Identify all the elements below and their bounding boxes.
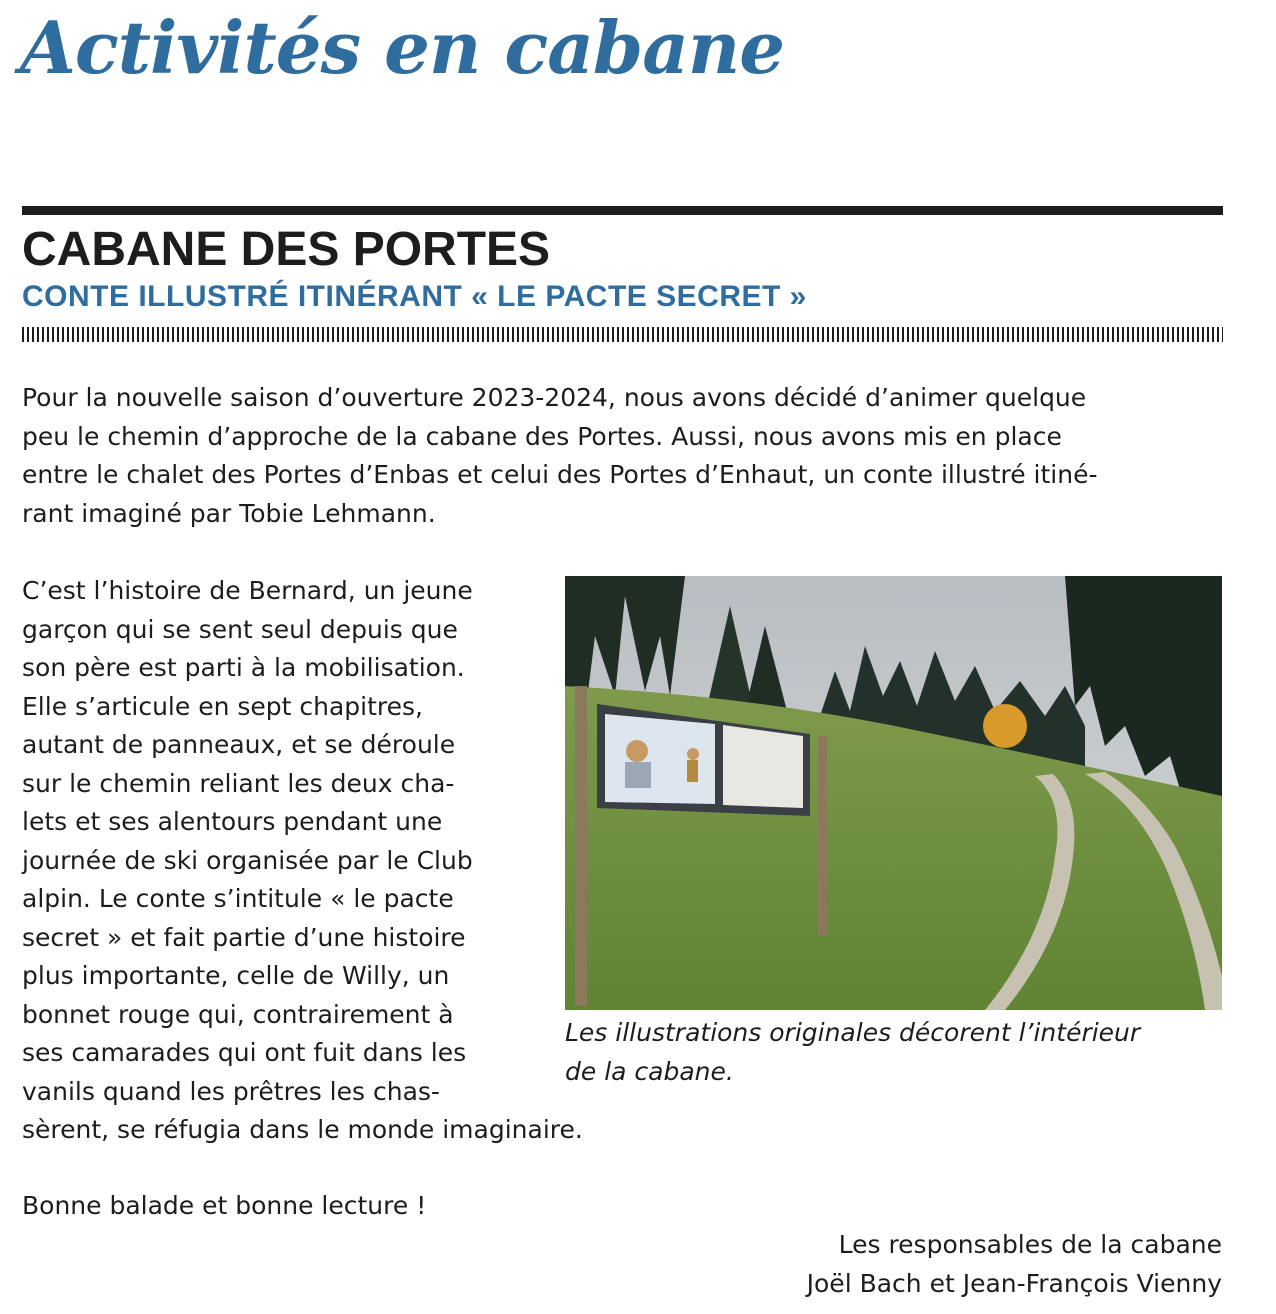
dotted-rule: [22, 327, 1223, 342]
autumn-tree: [983, 704, 1027, 748]
story-line: secret » et fait partie d’une histoire: [22, 922, 466, 952]
sign-illustration: [605, 714, 715, 804]
story-line: journée de ski organisée par le Club: [22, 845, 473, 875]
sign-figure: [687, 748, 699, 760]
heading-rule: [22, 206, 1223, 215]
intro-paragraph: [22, 379, 1222, 533]
sign-post: [818, 736, 827, 936]
story-line: plus importante, celle de Willy, un: [22, 961, 450, 990]
story-line: sur le chemin reliant les deux cha-: [22, 768, 455, 798]
intro-line: peu le chemin d’approche de la cabane des Portes. Aussi, nous avons mis en place: [22, 421, 1062, 451]
section-title: Activités en cabane: [20, 5, 785, 90]
story-line: bonnet rouge qui, contrairement à: [22, 999, 454, 1029]
signature-line: Les responsables de la cabane: [838, 1230, 1222, 1259]
sign-figure: [625, 762, 651, 788]
article-subheading: CONTE ILLUSTRÉ ITINÉRANT « LE PACTE SECRET »: [22, 280, 807, 313]
story-line: ses camarades qui ont fuit dans les: [22, 1038, 467, 1067]
photo-caption: [565, 1014, 1222, 1091]
story-line: son père est parti à la mobilisation.: [22, 653, 465, 682]
story-line: alpin. Le conte s’intitule « le pacte: [22, 884, 454, 913]
sign-figure: [687, 760, 698, 782]
story-line: Elle s’articule en sept chapitres,: [22, 691, 424, 721]
sign-text-panel: [723, 725, 803, 808]
story-line: autant de panneaux, et se déroule: [22, 730, 456, 759]
caption-line: Les illustrations originales décorent l’intérieur: [565, 1018, 1141, 1047]
trail-photo: [565, 576, 1222, 1010]
signature-names: Joël Bach et Jean-François Vienny: [806, 1268, 1222, 1298]
intro-line: Pour la nouvelle saison d’ouverture 2023-2024, nous avons décidé d’animer quelque: [22, 383, 1087, 412]
story-line: garçon qui se sent seul depuis que: [22, 614, 458, 644]
story-line: sèrent, se réfugia dans le monde imaginaire.: [22, 1115, 583, 1144]
caption-line: de la cabane.: [565, 1056, 734, 1086]
story-line: lets et ses alentours pendant une: [22, 807, 443, 836]
sign-figure: [626, 740, 648, 762]
intro-line: entre le chalet des Portes d’Enbas et celui des Portes d’Enhaut, un conte illustré itiné-: [22, 460, 1098, 489]
closing-paragraph: Bonne balade et bonne lecture !: [22, 1191, 427, 1220]
story-line: vanils quand les prêtres les chas-: [22, 1076, 440, 1106]
story-line: C’est l’histoire de Bernard, un jeune: [22, 576, 473, 605]
sign-post: [575, 686, 587, 1006]
intro-line: rant imaginé par Tobie Lehmann.: [22, 498, 436, 528]
story-paragraph: [22, 572, 582, 1150]
article-heading: CABANE DES PORTES: [22, 223, 551, 276]
signature: [807, 1226, 1222, 1303]
